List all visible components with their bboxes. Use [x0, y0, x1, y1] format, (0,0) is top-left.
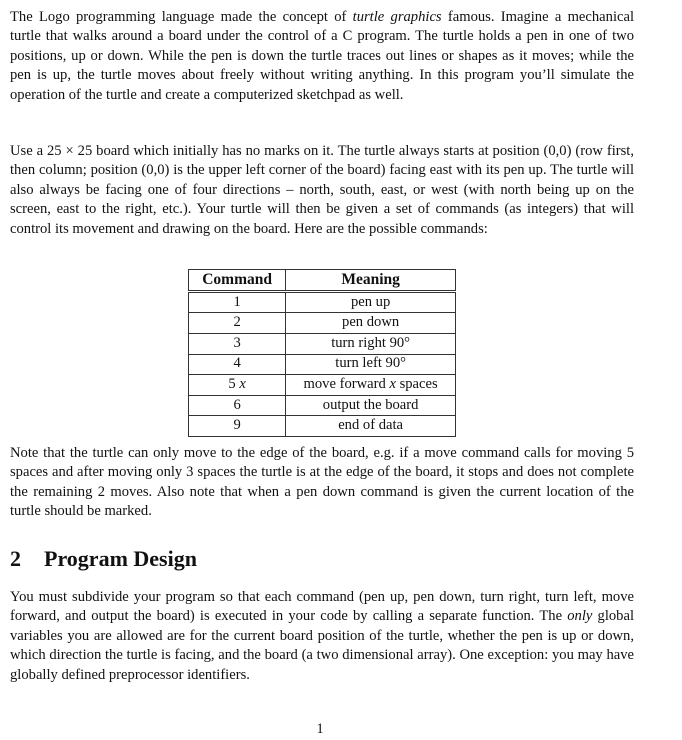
design-text-end: global variables you are allowed are for the current board position of the turtle, whether the pen is up or down, which direction the turtle is facing, and the board (a two dimensional array). One exception: you may have globally defined preprocessor identifiers.	[10, 608, 634, 683]
table-row	[189, 375, 456, 396]
intro-text-start: The Logo programming language made the concept of	[10, 9, 353, 25]
table-row	[189, 395, 456, 416]
meaning-cell: turn right 90°	[286, 333, 456, 354]
meaning-cell: pen up	[286, 291, 456, 313]
command-cell: 9	[189, 416, 286, 437]
design-text-start: You must subdivide your program so that each command (pen up, pen down, turn right, turn left, move forward, and output the board) is executed in your code by calling a separate function. The	[10, 589, 634, 625]
meaning-text-start: move forward	[303, 376, 390, 393]
page-number: 1	[316, 721, 324, 737]
meaning-column-header: Meaning	[286, 270, 456, 292]
command-cell	[189, 375, 286, 396]
meaning-cell: end of data	[286, 416, 456, 437]
command-cell: 3	[189, 333, 286, 354]
table-row	[189, 333, 456, 354]
command-column-header: Command	[189, 270, 286, 292]
table-row	[189, 416, 456, 437]
command-cell: 2	[189, 313, 286, 334]
intro-paragraph	[10, 8, 634, 105]
intro-text-end: famous. Imagine a mechanical turtle that walks around a board under the control of a C program. The turtle holds a pen in one of two positions, up or down. While the pen is down the turtle traces out lines or shapes as it moves; while the pen is up, the turtle moves about freely without writing anything. In this program you’ll simulate the operation of the turtle and create a computerized sketchpad as well.	[10, 9, 635, 103]
table-row	[189, 291, 456, 313]
command-cell: 6	[189, 395, 286, 416]
design-paragraph	[10, 588, 634, 685]
meaning-cell: pen down	[286, 313, 456, 334]
meaning-cell	[286, 375, 456, 396]
section-title: Program Design	[44, 546, 197, 571]
section-heading	[10, 546, 197, 572]
command-variable: x	[239, 376, 246, 393]
command-cell: 1	[189, 291, 286, 313]
table-row	[189, 313, 456, 334]
intro-emphasis: turtle graphics	[352, 9, 442, 25]
section-number: 2	[10, 546, 21, 571]
table-row	[189, 354, 456, 375]
meaning-variable: x	[389, 376, 396, 393]
command-table-header	[189, 270, 456, 292]
command-cell: 4	[189, 354, 286, 375]
meaning-text-end: spaces	[395, 376, 438, 393]
command-number: 5	[228, 376, 240, 393]
setup-paragraph: Use a 25 × 25 board which initially has no marks on it. The turtle always starts at position (0,0) (row first, then column; position (0,0) is the upper left corner of the board) facing east with its pen up. The turtle will also always be facing one of four directions – north, south, east, or west (with north being up on the screen, east to the right, etc.). Your turtle will then be given a set of commands (as integers) that will control its movement and drawing on the board. Here are the possible commands:	[10, 143, 634, 237]
meaning-cell: output the board	[286, 395, 456, 416]
note-paragraph: Note that the turtle can only move to the edge of the board, e.g. if a move command calls for moving 5 spaces and after moving only 3 spaces the turtle is at the edge of the board, it stops and does not complete the remaining 2 moves. Also note that when a pen down command is given the current location of the turtle should be marked.	[10, 445, 634, 520]
command-table	[188, 269, 456, 437]
design-emphasis: only	[567, 608, 593, 625]
meaning-cell: turn left 90°	[286, 354, 456, 375]
